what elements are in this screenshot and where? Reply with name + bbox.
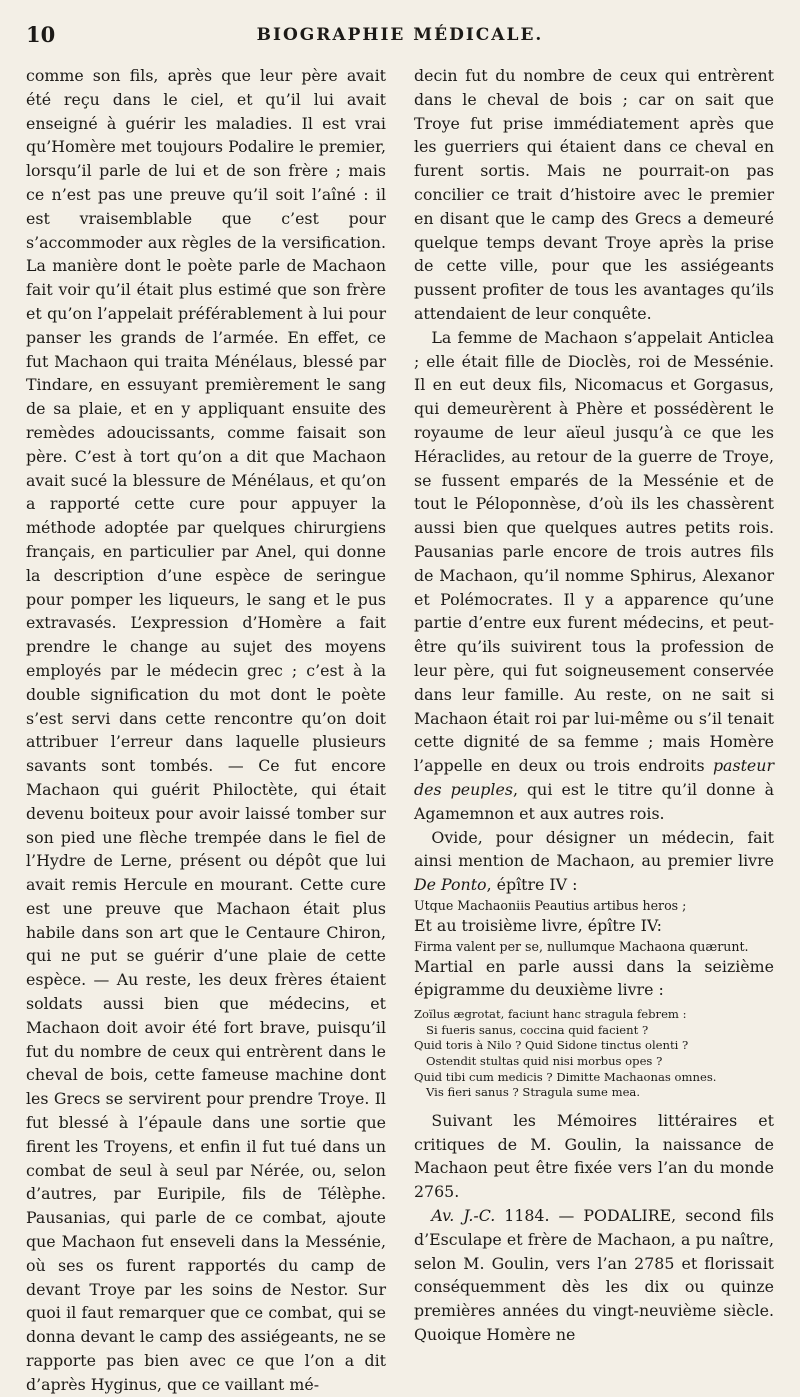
latin-verse <box>414 1007 774 1101</box>
verse-line: Quid tibi cum medicis ? Dimitte Machaonas omnes. <box>414 1069 717 1084</box>
body-paragraph: Et au troisième livre, épître IV: <box>414 915 662 935</box>
verse-line: Quid toris à Nilo ? Quid Sidone tinctus olenti ? <box>414 1038 689 1053</box>
body-paragraph: La femme de Machaon s’appelait Anticlea ; elle était fille de Dioclès, roi de Messénie. Il en eut deux fils, Nicomacus et Gorgasus, qui demeurèrent à Phère et possédèrent le royaume de leur aïeul jusqu’à ce que les Héraclides, au retour de la guerre de Troye, se fussent emparés de la Messénie et de tout le Péloponnèse, d’où ils les chassèrent aussi bien que quelques autres petits rois. Pausanias parle encore de trois autres fils de Machaon, qu’il nomme Sphirus, Alexanor et Polémocrates. Il y a apparence qu’une partie d’entre eux furent médecins, et peut-être qu’ils suivirent tous la profession de leur père, qui fut soigneusement conservée dans leur famille. Au reste, on ne sait si Machaon était roi par lui-même ou s’il tenait cette dignité de sa femme ; mais Homère l’appelle en deux ou trois endroits pasteur des peuples, qui est le titre qu’il donne à Agamemnon et aux autres rois. <box>414 327 775 823</box>
body-paragraph: Ovide, pour désigner un médecin, fait ainsi mention de Machaon, au premier livre De Ponto, épître IV : <box>414 827 774 895</box>
latin-quote: Utque Machaoniis Peautius artibus heros ; <box>414 897 687 913</box>
running-title: BIOGRAPHIE MÉDICALE. <box>256 25 544 45</box>
italic-title: De Ponto <box>414 875 487 895</box>
verse-line: Vis fieri sanus ? Stragula sume mea. <box>426 1085 641 1100</box>
latin-quote: Firma valent per se, nullumque Machaona quærunt. <box>414 938 749 954</box>
verse-line: Zoïlus ægrotat, faciunt hanc stragula febrem : <box>414 1007 687 1022</box>
entry-name: PODALIRE <box>583 1206 672 1226</box>
body-paragraph: comme son fils, après que leur père avait été reçu dans le ciel, et qu’il lui avait enseigné à guérir les maladies. Il est vrai qu’Homère met toujours Podalire le premier, lorsqu’il parle de lui et de son frère ; mais ce n’est pas une preuve qu’il soit l’aîné : il est vraisemblable que c’est pour s’accommoder aux règles de la versification. La manière dont le poète parle de Machaon fait voir qu’il était plus estimé que son frère et qu’on l’appelait préférablement à lui pour panser les grands de l’armée. En effet, ce fut Machaon qui traita Ménélaus, blessé par Tindare, en essuyant premièrement le sang de sa plaie, et en y appliquant ensuite des remèdes adoucissants, comme faisait son père. C’est à tort qu’on a dit que Machaon avait sucé la blessure de Ménélaus, et qu’on a rapporté cette cure pour appuyer la méthode adoptée par quelques chirurgiens français, en particulier par Anel, qui donne la description d’une espèce de seringue pour pomper les liqueurs, le sang et le pus extravasés. L’expression d’Homère a fait prendre le change au sujet des moyens employés par le médecin grec ; c’est à la double signification du mot dont le poète s’est servi dans cette rencontre qu’on doit attribuer l’erreur dans laquelle plusieurs savants sont tombés. — Ce fut encore Machaon qui guérit Philoctète, qui était devenu boiteux pour avoir laissé tomber sur son pied une flèche trempée dans le fiel de l’Hydre de Lerne, présent ou dépôt que lui avait remis Hercule en mourant. Cette cure est une preuve que Machaon était plus habile dans son art que le Centaure Chiron, qui ne put se guérir d’une plaie de cette espèce. — Au reste, les deux frères étaient soldats aussi bien que médecins, et Machaon doit avoir été fort brave, puisqu’il fut du nombre de ceux qui entrèrent dans le cheval de bois, cette fameuse machine dont les Grecs se servirent pour prendre Troye. Il fut blessé à l’épaule dans une sortie que firent les Troyens, et enfin il fut tué dans un combat de seul à seul par Nérée, ou, selon d’autres, par Euripile, fils de Télèphe. Pausanias, qui parle de ce combat, ajoute que Machaon fut enseveli dans la Messénie, où ses os furent rapportés du camp de devant Troye par les soins de Nestor. Sur quoi il faut remarquer que ce combat, qui se donna devant le camp des assiégeants, ne se rapporte pas bien avec ce que l’on a dit d’après Hyginus, que ce vaillant mé- <box>26 66 386 1394</box>
verse-line: Si fueris sanus, coccina quid facient ? <box>426 1022 649 1037</box>
italic-phrase: pasteur des peuples <box>414 756 774 799</box>
page-number: 10 <box>26 22 56 47</box>
text-columns <box>26 64 774 1397</box>
entry-paragraph: Av. J.-C. 1184. — PODALIRE, second fils d’Esculape et frère de Machaon, a pu naître, selon M. Goulin, vers l’an 2785 et florissait conséquemment dès les dix ou quinze premières années du vingt-neuvième siècle. Quoique Homère ne <box>414 1206 775 1345</box>
date-marker: Av. J.-C. <box>431 1206 496 1226</box>
page-header <box>26 22 774 52</box>
verse-line: Ostendit stultas quid nisi morbus opes ? <box>426 1054 663 1069</box>
body-paragraph: Suivant les Mémoires littéraires et critiques de M. Goulin, la naissance de Machaon peut être fixée vers l’an du monde 2765. <box>414 1110 774 1202</box>
right-column <box>414 64 774 1397</box>
body-paragraph: decin fut du nombre de ceux qui entrèrent dans le cheval de bois ; car on sait que Troye fut prise immédiatement après que les guerriers qui étaient dans ce cheval en furent sortis. Mais ne pourrait-on pas concilier ce trait d’histoire avec le premier en disant que le camp des Grecs a demeuré quelque temps devant Troye après la prise de cette ville, pour que les assiégeants pussent profiter de tous les avantages qu’ils attendaient de leur conquête. <box>414 66 774 323</box>
body-paragraph: Martial en parle aussi dans la seizième épigramme du deuxième livre : <box>414 956 774 1000</box>
left-column <box>26 64 386 1397</box>
